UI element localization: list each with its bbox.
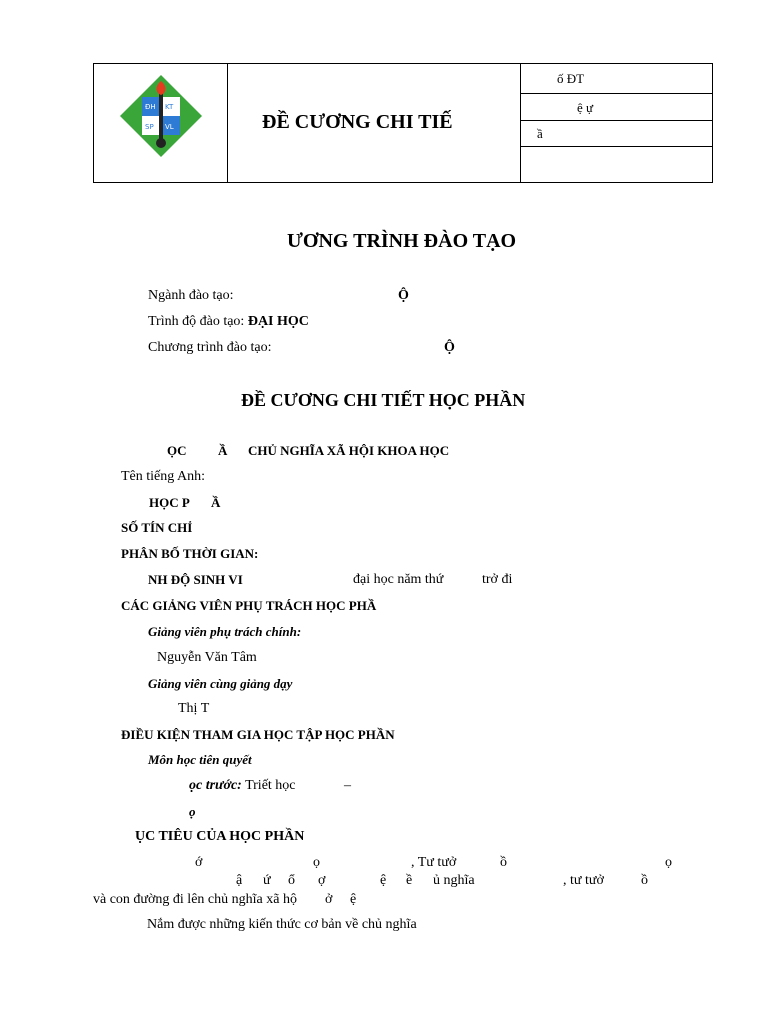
objectives-line1-a: ớ bbox=[195, 855, 203, 870]
course-name-prefix-1: ỌC bbox=[167, 443, 187, 458]
main-instructor-name: Nguyễn Văn Tâm bbox=[157, 650, 257, 665]
objectives-line2-b: ứ bbox=[263, 873, 271, 888]
university-logo bbox=[118, 73, 204, 159]
prior-course-row bbox=[189, 778, 296, 794]
co-instructor-name: Thị T bbox=[178, 701, 210, 716]
main-instructor-label: Giảng viên phụ trách chính: bbox=[148, 624, 302, 639]
logo-text-top: ĐH bbox=[145, 103, 156, 111]
prior-course-label: ọc trước: bbox=[189, 778, 242, 793]
english-name-label: Tên tiếng Anh: bbox=[121, 469, 205, 484]
header-row-divider-2 bbox=[521, 120, 713, 121]
header-row-2: ệ ự bbox=[577, 100, 594, 115]
header-row-1: ố ĐT bbox=[557, 71, 585, 86]
objectives-line3: và con đường đi lên chủ nghĩa xã hộ bbox=[93, 892, 297, 907]
time-allocation-label: PHÂN BỐ THỜI GIAN: bbox=[121, 546, 259, 561]
program-value: Ộ bbox=[444, 340, 455, 355]
level-value: ĐẠI HỌC bbox=[247, 314, 309, 329]
credits-label: SỐ TÍN CHỈ bbox=[121, 520, 193, 535]
objectives-line2-a: ậ bbox=[236, 873, 243, 888]
objectives-line1-c: , Tư tưở bbox=[411, 855, 457, 870]
program-title: ƯƠNG TRÌNH ĐÀO TẠO bbox=[287, 230, 517, 252]
objectives-line4: Nắm được những kiến thức cơ bản về chủ nghĩa bbox=[147, 917, 417, 932]
header-divider-left bbox=[227, 64, 228, 182]
level-label: Trình độ đào tạo: bbox=[148, 314, 245, 329]
level-row bbox=[148, 314, 309, 330]
instructors-label: CÁC GIẢNG VIÊN PHỤ TRÁCH HỌC PHẦ bbox=[121, 598, 377, 613]
student-level-tail: trở đi bbox=[482, 572, 513, 587]
course-code-label: HỌC P bbox=[149, 495, 190, 510]
major-value: Ộ bbox=[398, 288, 409, 303]
objectives-line1-b: ọ bbox=[313, 855, 320, 870]
objectives-line2-f: ề bbox=[406, 873, 413, 888]
objectives-line2-e: ệ bbox=[380, 873, 387, 888]
objectives-label: ỤC TIÊU CỦA HỌC PHẦN bbox=[135, 829, 305, 844]
header-table bbox=[93, 63, 713, 183]
program-label: Chương trình đào tạo: bbox=[148, 340, 272, 355]
header-divider-right bbox=[520, 64, 521, 182]
student-level-value: đại học năm thứ bbox=[353, 572, 444, 587]
course-code-suffix: Ầ bbox=[211, 495, 221, 510]
conditions-label: ĐIỀU KIỆN THAM GIA HỌC TẬP HỌC PHẦN bbox=[121, 727, 395, 742]
logo-text-bottom: SP bbox=[145, 123, 154, 131]
objectives-line2-c: ổ bbox=[288, 873, 295, 888]
logo-text-right-top: KT bbox=[165, 103, 174, 111]
course-name-prefix-2: Ầ bbox=[218, 443, 228, 458]
objectives-line3-b: ở bbox=[325, 892, 333, 907]
objectives-line2-g: ủ nghĩa bbox=[433, 873, 475, 888]
student-level-label: NH ĐỘ SINH VI bbox=[148, 572, 243, 587]
objectives-line3-c: ệ bbox=[350, 892, 357, 907]
objectives-line2-i: ồ bbox=[641, 873, 648, 888]
logo-text-right-bottom: VL bbox=[165, 123, 174, 131]
header-row-divider-1 bbox=[521, 93, 713, 94]
objectives-line1-e: ọ bbox=[665, 855, 672, 870]
co-instructor-label: Giảng viên cùng giảng dạy bbox=[148, 676, 293, 691]
header-row-3: ầ bbox=[537, 126, 543, 141]
major-label: Ngành đào tạo: bbox=[148, 288, 234, 303]
course-name: CHỦ NGHĨA XÃ HỘI KHOA HỌC bbox=[248, 443, 450, 458]
objectives-line1-d: ồ bbox=[500, 855, 507, 870]
prerequisite-label: Môn học tiên quyết bbox=[148, 752, 252, 767]
header-row-divider-3 bbox=[521, 146, 713, 147]
prior-course-value: Triết học bbox=[245, 778, 296, 793]
header-title: ĐỀ CƯƠNG CHI TIẾ bbox=[262, 111, 453, 133]
objectives-line2-h: , tư tưở bbox=[563, 873, 604, 888]
parallel-label: ọ bbox=[189, 804, 196, 819]
objectives-line2-d: ợ bbox=[318, 873, 326, 888]
prior-course-dash: – bbox=[344, 778, 351, 793]
syllabus-title: ĐỀ CƯƠNG CHI TIẾT HỌC PHẦN bbox=[241, 390, 526, 410]
